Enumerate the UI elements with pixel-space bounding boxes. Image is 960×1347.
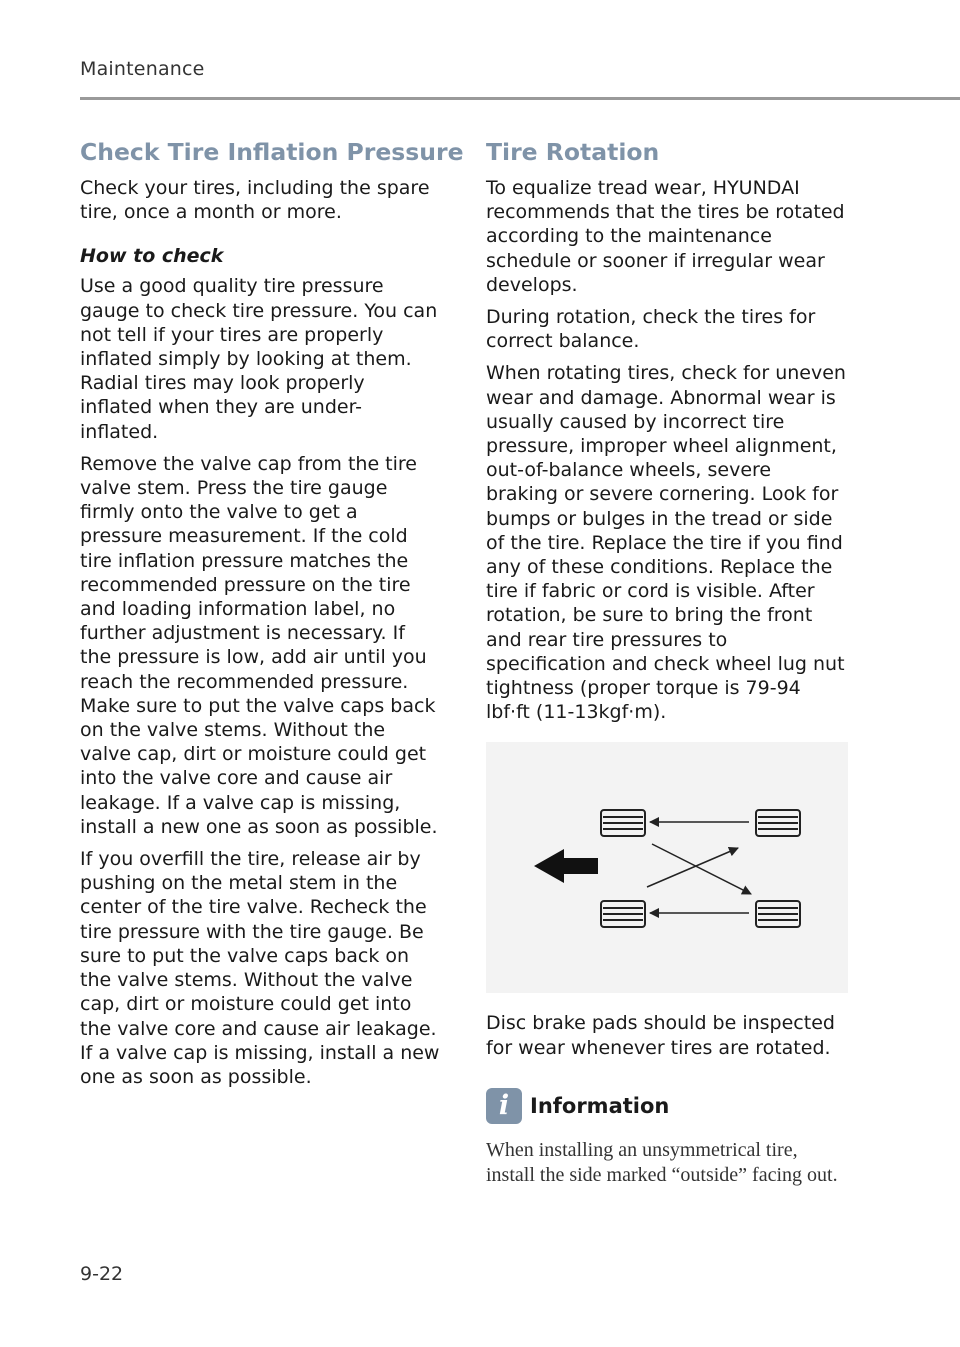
paragraph: To equalize tread wear, HYUNDAI recommends that the tires be rotated according to the maintenance schedule or sooner if irregular wear develops.	[486, 177, 845, 296]
tire-rotation-heading: Tire Rotation	[486, 138, 660, 166]
how-to-check-subheading: How to check	[80, 245, 224, 268]
tire-rear-right-icon	[756, 901, 800, 927]
right-column	[486, 136, 846, 1189]
paragraph: When rotating tires, check for uneven wear and damage. Abnormal wear is usually caused by incorrect tire pressure, improper wheel alignment, out-of-balance wheels, severe braking or severe cornering. Look for bumps or bulges in the tread or side of the tire. Replace the tire if you find any of these conditions. Replace the tire if fabric or cord is visible. After rotation, be sure to bring the front and rear tire pressures to specification and check wheel lug nut tightness (proper torque is 79-94 lbf·ft (11-13kgf·m).	[486, 362, 846, 724]
paragraph: Use a good quality tire pressure gauge to check tire pressure. You can not tell if your tires are properly inflated simply by looking at them. Radial tires may look properly inflated when they are under-inflated.	[80, 275, 438, 443]
tire-rotation-diagram	[486, 742, 848, 993]
section-title: Maintenance	[80, 58, 205, 80]
information-header	[486, 1088, 846, 1124]
page-number: 9-22	[80, 1263, 124, 1285]
header-divider	[80, 97, 960, 100]
tire-rear-left-icon	[601, 901, 645, 927]
information-label: Information	[530, 1093, 670, 1118]
left-column	[80, 136, 464, 1097]
rotation-arrow-cross-down	[652, 844, 751, 894]
tire-front-left-icon	[601, 810, 645, 836]
info-icon: i	[486, 1088, 522, 1124]
brake-pad-note: Disc brake pads should be inspected for wear whenever tires are rotated.	[486, 1012, 835, 1059]
tire-pressure-heading: Check Tire Inflation Pressure	[80, 138, 464, 166]
tire-front-right-icon	[756, 810, 800, 836]
information-text: When installing an unsymmetrical tire, install the side marked “outside” facing out.	[486, 1138, 838, 1187]
paragraph: If you overfill the tire, release air by pushing on the metal stem in the center of the tire valve. Recheck the tire pressure with the tire gauge. Be sure to put the valve caps back on the valve stems. Without the valve cap, dirt or moisture could get into the valve core and cause air leakage. If a valve cap is missing, install a new one as soon as possible.	[80, 848, 440, 1088]
paragraph: During rotation, check the tires for correct balance.	[486, 306, 816, 353]
tire-pressure-intro: Check your tires, including the spare tire, once a month or more.	[80, 177, 430, 224]
paragraph: Remove the valve cap from the tire valve stem. Press the tire gauge firmly onto the valve to get a pressure measurement. If the cold tire inflation pressure matches the recommended pressure on the tire and loading information label, no further adjustment is necessary. If the pressure is low, add air until you reach the recommended pressure. Make sure to put the valve caps back on the valve stems. Without the valve cap, dirt or moisture could get into the valve core and cause air leakage. If a valve cap is missing, install a new one as soon as possible.	[80, 452, 438, 838]
direction-arrow-icon	[534, 849, 598, 883]
